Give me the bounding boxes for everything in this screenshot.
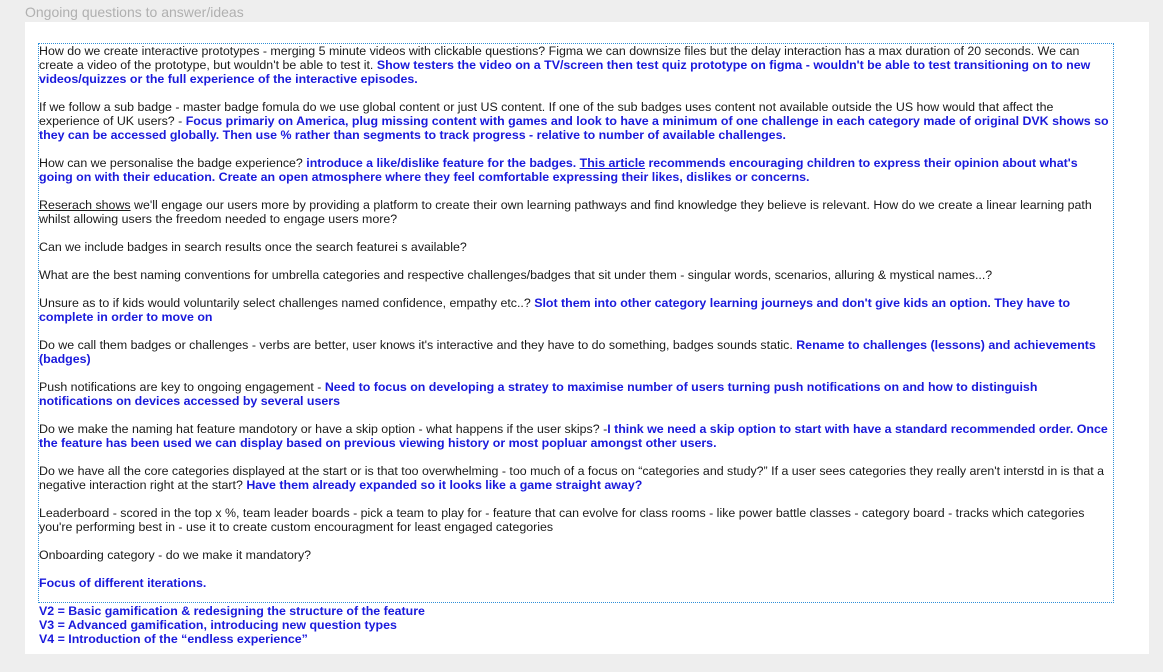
question-text: How can we personalise the badge experience? bbox=[39, 156, 307, 170]
question-text: Do we call them badges or challenges - verbs are better, user knows it's interactive and they have to do something, badges sounds static. bbox=[39, 338, 797, 352]
question-text: Do we make the naming hat feature mandotory or have a skip option - what happens if the user skips? - bbox=[39, 422, 608, 436]
iteration-v3: V3 = Advanced gamification, introducing new question types bbox=[39, 618, 397, 632]
question-text: Onboarding category - do we make it mandatory? bbox=[39, 548, 312, 562]
answer-text: Slot them into other category learning journeys and don't give kids an option. They have to complete in order to move on bbox=[39, 296, 1071, 324]
answer-text: Need to focus on developing a stratey to maximise number of users turning push notifications on and how to distinguish notifications on devices accessed by several users bbox=[39, 380, 1038, 408]
paragraph-9 bbox=[39, 380, 1113, 408]
paragraph-4 bbox=[39, 198, 1113, 226]
frame-title[interactable]: Ongoing questions to answer/ideas bbox=[25, 4, 244, 20]
paragraph-5 bbox=[39, 240, 1113, 254]
question-text: How do we create interactive prototypes - merging 5 minute videos with clickable questions? Figma we can downsize files but the delay interaction has a max duration of 20 seconds. We can create a video of the prototype, but wouldn't be able to test it. bbox=[39, 44, 1080, 72]
answer-text: Have them already expanded so it looks like a game straight away? bbox=[246, 478, 643, 492]
answer-text: Show testers the video on a TV/screen then test quiz prototype on figma - wouldn't be able to test transitioning on to new videos/quizzes or the full experience of the interactive episodes. bbox=[39, 58, 1091, 86]
paragraph-1 bbox=[39, 44, 1113, 86]
question-text: What are the best naming conventions for umbrella categories and respective challenges/badges that sit under them - singular words, scenarios, alluring & mystical names...? bbox=[39, 268, 993, 282]
paragraph-10 bbox=[39, 422, 1113, 450]
paragraph-7 bbox=[39, 296, 1113, 324]
iterations-heading: Focus of different iterations. bbox=[39, 576, 207, 590]
paragraph-6 bbox=[39, 268, 1113, 282]
question-text: If we follow a sub badge - master badge fomula do we use global content or just US content. If one of the sub badges uses content not available outside the US how would that affect the experience of UK users? - bbox=[39, 100, 1054, 128]
answer-text: introduce a like/dislike feature for the badges. bbox=[306, 156, 580, 170]
paragraph-12 bbox=[39, 506, 1113, 534]
iteration-v2: V2 = Basic gamification & redesigning the structure of the feature bbox=[39, 604, 425, 618]
paragraph-13 bbox=[39, 548, 1113, 562]
question-text: Push notifications are key to ongoing engagement - bbox=[39, 380, 325, 394]
question-text: we'll engage our users more by providing a platform to create their own learning pathways and find knowledge they believe is relevant. How do we create a linear learning path whilst allowing users the freedom needed to engage users more? bbox=[39, 198, 1092, 226]
question-text: Do we have all the core categories displayed at the start or is that too overwhelming - too much of a focus on “categories and study?” If a user sees categories they really aren't interstd in is that a negative interaction right at the start? bbox=[39, 464, 1105, 492]
paragraph-2 bbox=[39, 100, 1113, 142]
question-text: Leaderboard - scored in the top x %, team leader boards - pick a team to play for - feature that can evolve for class rooms - like power battle classes - category board - tracks which categories you're performing best in - use it to create custom encouragment for least engaged categories bbox=[39, 506, 1085, 534]
question-text: Can we include badges in search results once the search featurei s available? bbox=[39, 240, 467, 254]
research-link[interactable]: Reserach shows bbox=[39, 198, 131, 212]
answer-text: I think we need a skip option to start with have a standard recommended order. Once the feature has been used we can display based on previous viewing history or most popluar amongst other users. bbox=[39, 422, 1108, 450]
text-content[interactable] bbox=[39, 44, 1113, 646]
paragraph-3 bbox=[39, 156, 1113, 184]
paragraph-11 bbox=[39, 464, 1113, 492]
article-link[interactable]: This article bbox=[579, 156, 646, 170]
answer-text-continued: recommends encouraging children to express their opinion about what's going on with their education. Create an open atmosphere where they feel comfortable expressing their likes, dislikes or concerns. bbox=[39, 156, 1078, 184]
answer-text: Rename to challenges (lessons) and achievements (badges) bbox=[39, 338, 1096, 366]
question-text: Unsure as to if kids would voluntarily select challenges named confidence, empathy etc..? bbox=[39, 296, 535, 310]
paragraph-8 bbox=[39, 338, 1113, 366]
iteration-v4: V4 = Introduction of the “endless experience” bbox=[39, 632, 308, 646]
answer-text: Focus primariy on America, plug missing content with games and look to have a minimum of one challenge in each category made of original DVK shows so they can be accessed globally. Then use % rather than segments to track progress - relative to number of available challenges. bbox=[39, 114, 1109, 142]
